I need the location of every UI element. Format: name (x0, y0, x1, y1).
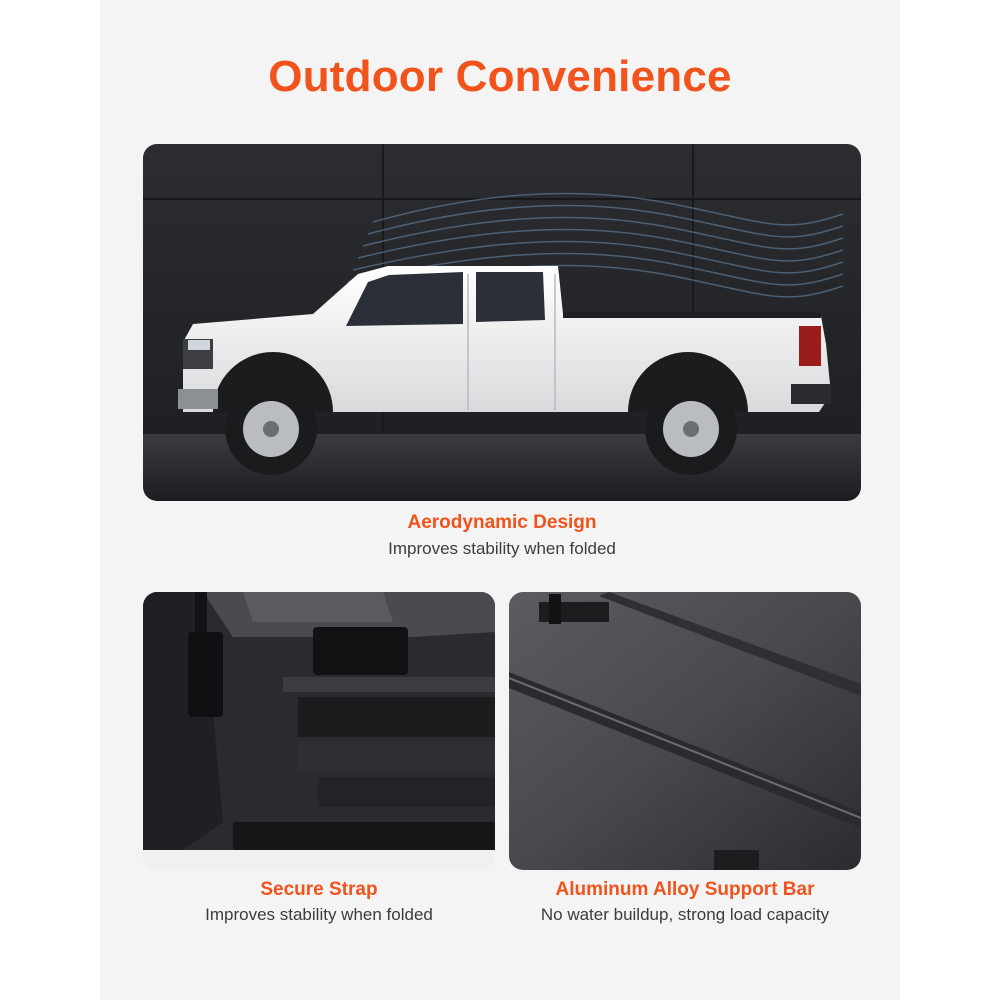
feature-title-strap: Secure Strap (260, 879, 378, 900)
truck-image (143, 144, 861, 501)
feature-title-support-bar: Aluminum Alloy Support Bar (555, 879, 815, 900)
feature-title-aerodynamic: Aerodynamic Design (407, 512, 597, 533)
feature-subtitle-support-bar: No water buildup, strong load capacity (540, 905, 830, 924)
feature-subtitle-strap: Improves stability when folded (205, 905, 433, 924)
secure-strap-image (143, 592, 495, 870)
support-bar-image (509, 592, 861, 870)
feature-subtitle-aerodynamic: Improves stability when folded (388, 539, 616, 558)
page-title: Outdoor Convenience (268, 52, 732, 101)
